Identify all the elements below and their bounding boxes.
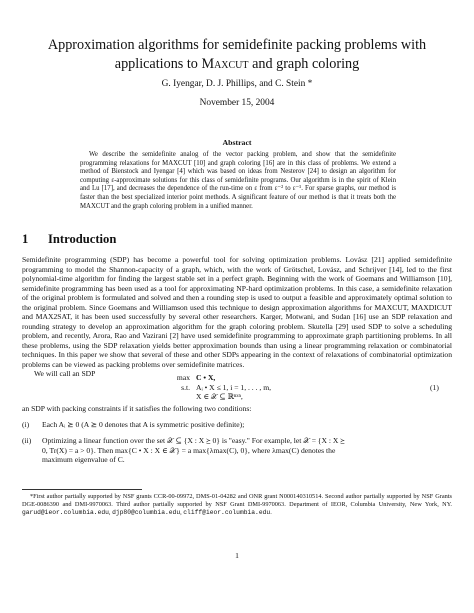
title-line-2-pre: applications to (114, 56, 202, 72)
footnote-email-3[interactable]: cliff@ieor.columbia.edu (183, 508, 271, 516)
sdp-max-label: max (176, 373, 190, 382)
condition-2 (22, 436, 452, 465)
footnote: *First author partially supported by NSF grants CCR-00-09972, DMS-01-04282 and ONR grant N000140310514. Second author partially supported by NSF Grants DGE-0086390 and DMI-9970063. Third author partially supported by NSF Grant DMI-9970063. Department of IEOR, Columbia University, New York, NY. garud@ieor.columbia.edu, djp80@columbia.edu, cliff@ieor.columbia.edu. (22, 493, 452, 516)
condition-2-line-2: 0, Tr(X) = a > 0}. Then max{C • X : X ∈ 𝒳} = a max{λmax(C), 0}, where λmax(C) denotes the (42, 445, 336, 455)
footnote-email-2[interactable]: djp80@columbia.edu (112, 508, 181, 516)
abstract-text: We describe the semidefinite analog of the vector packing problem, and show that the semidefinite programming relaxations for MAXCUT [10] and graph coloring [16] are in this class of problems. We extend a method of Bienstock and Iyengar [4] which was based on ideas from Nesterov [24] to design an algorithm for computing ε-approximate solutions for this class of semidefinite programs. Our algorithm is in the spirit of Klein and Lu [17], and decreases the dependence of the run-time on ε from ε⁻² to ε⁻¹. For sparse graphs, our method is faster than the best specialized interior point methods. A significant feature of our method is that it treats both the MAXCUT and the graph coloring problem in a unified manner. (80, 151, 396, 210)
condition-1-tag: (i) (22, 420, 30, 429)
condition-2-tag: (ii) (22, 436, 32, 445)
section-heading (22, 232, 116, 247)
condition-2-line-1: (ii) Optimizing a linear function over the set 𝒳 ⊆ {X : X ⪰ 0} is "easy." For example, let 𝒳 = {X : X ⪰ (22, 436, 345, 445)
sdp-constraint-row (168, 383, 271, 393)
abstract-body (80, 151, 396, 211)
sdp-constraint: Aᵢ • X ≤ 1, i = 1, . . . , m, (196, 382, 271, 392)
footnote-email-1[interactable]: garud@ieor.columbia.edu (22, 508, 109, 516)
title-line-2-post: and graph coloring (248, 56, 360, 72)
intro-paragraph-2: We will call an SDP (34, 369, 96, 378)
introduction-body (22, 255, 452, 379)
sdp-formulation (168, 373, 271, 402)
after-sdp-text: an SDP with packing constraints if it satisfies the following two conditions: (22, 404, 252, 413)
footnote-divider (22, 489, 142, 490)
paper-title (40, 36, 434, 74)
title-line-1: Approximation algorithms for semidefinite packing problems with (47, 37, 427, 53)
intro-paragraph-1: Semidefinite programming (SDP) has become a powerful tool for solving optimization problems. Lovász [21] applied semidefinite programming to model the Shannon-capacity of a graph, which, with the work of Grötschel, Lovász, and Schrijver [14], led to the first polynomial-time algorithm for finding the largest stable set in a perfect graph. Beginning with the work of Goemans and Williamson [10], semidefinite programming has been used as a tool for approximating NP-hard optimization problems. In this case, a semidefinite relaxation of the original problem is formulated and solved and then a rounding step is used to output a feasible and approximately optimal solution to the original problem. Since Goemans and Williamson used this technique to design approximation algorithms for MAXCUT, MAXDICUT and MAX2SAT, it has been used successfully by several other researchers. Karger, Motwani, and Sudan [16] use an SDP relaxation and rounding strategy to develop an approximation algorithm for the graph coloring problem. Skutella [29] used SDP to solve a scheduling problem, and recently, Arora, Rao and Vazirani [2] have used semidefinite programming to approximate graph partitioning problems. In all these problems, using the SDP relaxation yields better approximation bounds than using a linear programming relaxation or combinatorial techniques. In this paper we show that several of these and other SDPs appearing in the context of relaxations of combinatorial optimization problems can be viewed as packing problems over semidefinite matrices. (22, 255, 452, 369)
condition-1 (22, 420, 452, 430)
author-list: G. Iyengar, D. J. Phillips, and C. Stein * (161, 79, 313, 89)
sdp-st-label: s.t. (181, 382, 190, 392)
equation-number: (1) (430, 383, 439, 392)
title-maxcut: Maxcut (201, 56, 249, 72)
sdp-domain-row (168, 392, 271, 402)
condition-2-line-3: maximum eigenvalue of C. (42, 455, 125, 464)
sdp-objective: C • X, (196, 373, 216, 382)
footnote-text: *First author partially supported by NSF grants CCR-00-09972, DMS-01-04282 and ONR grant N000140310514. Second author partially supported by NSF Grants DGE-0086390 and DMI-9970063. Third author partially supported by NSF Grant DMI-9970063. Department of IEOR, Columbia University, New York, NY. (22, 493, 452, 508)
condition-1-text: Each Aᵢ ⪰ 0 (A ⪰ 0 denotes that A is symmetric positive definite); (42, 420, 245, 429)
sdp-objective-row (168, 373, 271, 383)
paper-date: November 15, 2004 (199, 98, 275, 108)
title-line-2 (40, 55, 434, 74)
page-number: 1 (235, 551, 239, 560)
section-title: Introduction (48, 232, 117, 246)
sdp-domain: X ∈ 𝒳 ⊆ ℝⁿˣⁿ, (196, 392, 243, 402)
abstract-heading: Abstract (222, 138, 252, 147)
section-number: 1 (22, 232, 29, 246)
